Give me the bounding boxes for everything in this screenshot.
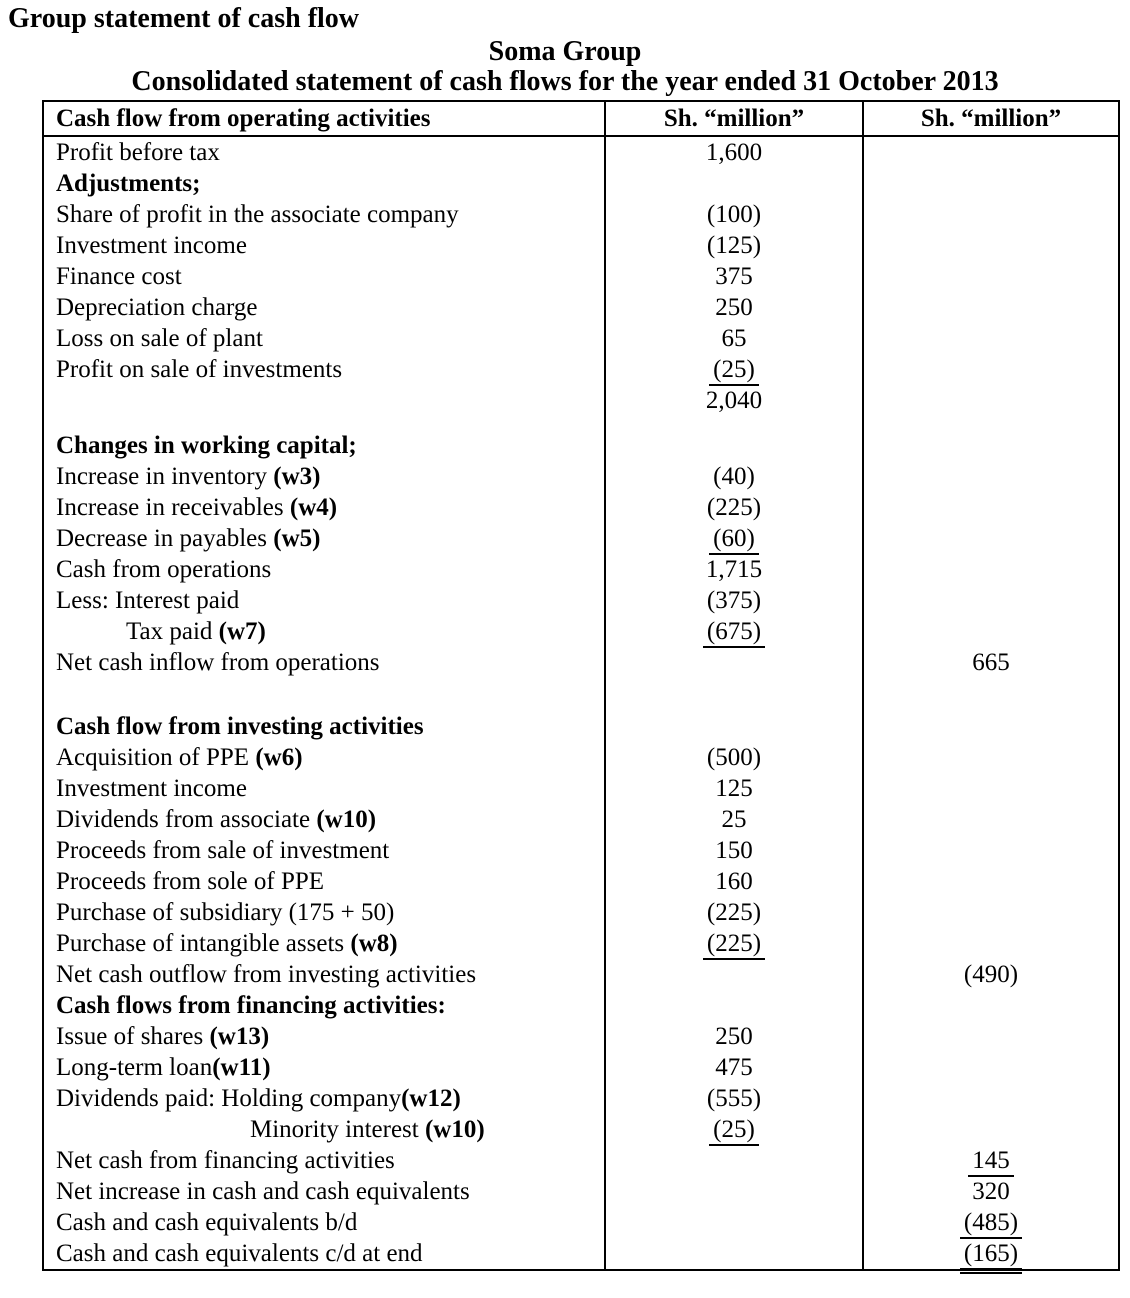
amount-col3 — [863, 1052, 1119, 1083]
amount-col2: 475 — [605, 1052, 863, 1083]
table-row — [43, 230, 1119, 261]
table-row — [43, 554, 1119, 585]
row-label — [43, 385, 605, 416]
row-label: Cash and cash equivalents b/d — [56, 1209, 358, 1236]
company-name: Soma Group — [488, 36, 642, 67]
table-row — [43, 866, 1119, 897]
header-row — [43, 101, 1119, 136]
amount-col3 — [863, 230, 1119, 261]
row-label: Tax paid (w7) — [126, 618, 266, 645]
row-label: Net cash from financing activities — [56, 1147, 395, 1174]
amount-col3: 665 — [863, 647, 1119, 678]
row-label: Cash flows from financing activities: — [56, 992, 446, 1019]
amount-col3 — [863, 897, 1119, 928]
amount-col2 — [605, 416, 863, 430]
table-row — [43, 385, 1119, 416]
amount-col2: 25 — [605, 804, 863, 835]
amount-col2: 1,715 — [605, 554, 863, 585]
table-row — [43, 1083, 1119, 1114]
table-row — [43, 773, 1119, 804]
amount-col2 — [605, 430, 863, 461]
amount-col3 — [863, 385, 1119, 416]
amount-col2: (125) — [605, 230, 863, 261]
table-row — [43, 292, 1119, 323]
section-row-financing — [43, 990, 1119, 1021]
amount-col2 — [605, 168, 863, 199]
row-label: Cash and cash equivalents c/d at end — [56, 1240, 423, 1267]
amount-col3 — [863, 866, 1119, 897]
row-label: Net cash inflow from operations — [56, 649, 380, 676]
amount-col3 — [863, 523, 1119, 554]
section-row-investing — [43, 711, 1119, 742]
amount-col3 — [863, 1083, 1119, 1114]
table-row — [43, 492, 1119, 523]
table-row — [43, 804, 1119, 835]
amount-col3: (165) — [863, 1238, 1119, 1270]
row-label: Investment income — [56, 775, 247, 802]
row-label: Acquisition of PPE (w6) — [56, 744, 303, 771]
table-row — [43, 616, 1119, 647]
amount-col3 — [863, 292, 1119, 323]
table-row — [43, 354, 1119, 385]
row-label: Cash flow from investing activities — [56, 713, 424, 740]
amount-col2: 375 — [605, 261, 863, 292]
row-label: Profit before tax — [56, 139, 220, 166]
amount-col2 — [605, 1176, 863, 1207]
row-label: Proceeds from sale of investment — [56, 837, 390, 864]
amount-col2: (225) — [605, 897, 863, 928]
amount-col2: 160 — [605, 866, 863, 897]
amount-col2: 250 — [605, 1021, 863, 1052]
row-label: Net increase in cash and cash equivalents — [56, 1178, 470, 1205]
table-row — [43, 647, 1119, 678]
amount-col2 — [605, 959, 863, 990]
table-row — [43, 742, 1119, 773]
amount-col2 — [605, 1207, 863, 1238]
table-row — [43, 897, 1119, 928]
row-label: Dividends paid: Holding company(w12) — [56, 1085, 461, 1112]
amount-col2: 250 — [605, 292, 863, 323]
amount-col3 — [863, 461, 1119, 492]
amount-col2: 2,040 — [605, 385, 863, 416]
amount-col3 — [863, 616, 1119, 647]
amount-col2 — [605, 711, 863, 742]
amount-col3 — [863, 773, 1119, 804]
row-label: Decrease in payables (w5) — [56, 525, 321, 552]
amount-col2: 125 — [605, 773, 863, 804]
table-row — [43, 1145, 1119, 1176]
amount-col3: (490) — [863, 959, 1119, 990]
amount-col2: (25) — [605, 1114, 863, 1145]
row-label: Share of profit in the associate company — [56, 201, 459, 228]
row-label: Depreciation charge — [56, 294, 258, 321]
row-label: Finance cost — [56, 263, 182, 290]
amount-col3: (485) — [863, 1207, 1119, 1238]
amount-col2 — [605, 678, 863, 711]
amount-col3 — [863, 585, 1119, 616]
row-label: Increase in receivables (w4) — [56, 494, 338, 521]
table-row — [43, 523, 1119, 554]
section-row-working-capital — [43, 430, 1119, 461]
table-row — [43, 323, 1119, 354]
page-heading: Group statement of cash flow — [8, 3, 360, 34]
cash-flow-table — [42, 100, 1120, 1271]
amount-col3 — [863, 199, 1119, 230]
row-label: Dividends from associate (w10) — [56, 806, 377, 833]
row-label: Less: Interest paid — [56, 587, 240, 614]
section-row-adjustments — [43, 168, 1119, 199]
row-label: Increase in inventory (w3) — [56, 463, 321, 490]
amount-col3 — [863, 1114, 1119, 1145]
spacer-row — [43, 678, 1119, 711]
amount-col3 — [863, 928, 1119, 959]
row-label: Loss on sale of plant — [56, 325, 263, 352]
statement-title: Consolidated statement of cash flows for the year ended 31 October 2013 — [131, 66, 999, 97]
row-label: Changes in working capital; — [56, 432, 357, 459]
amount-col3 — [863, 804, 1119, 835]
amount-col2: 1,600 — [605, 136, 863, 168]
amount-col2: (225) — [605, 492, 863, 523]
amount-col3: 320 — [863, 1176, 1119, 1207]
table-row — [43, 261, 1119, 292]
row-label: Adjustments; — [56, 170, 201, 197]
row-label: Net cash outflow from investing activities — [56, 961, 477, 988]
amount-col2: (60) — [605, 523, 863, 554]
amount-col3 — [863, 430, 1119, 461]
amount-col3 — [863, 742, 1119, 773]
amount-col2: (555) — [605, 1083, 863, 1114]
amount-col3 — [863, 492, 1119, 523]
amount-col3 — [863, 990, 1119, 1021]
amount-col2: (675) — [605, 616, 863, 647]
amount-col2: (25) — [605, 354, 863, 385]
amount-col3 — [863, 136, 1119, 168]
table-row — [43, 1052, 1119, 1083]
amount-col2: 150 — [605, 835, 863, 866]
row-label — [43, 416, 605, 430]
amount-col3 — [863, 835, 1119, 866]
table-row — [43, 1207, 1119, 1238]
amount-col2: (375) — [605, 585, 863, 616]
row-label: Issue of shares (w13) — [56, 1023, 270, 1050]
row-label: Long-term loan(w11) — [56, 1054, 271, 1081]
amount-col3: 145 — [863, 1145, 1119, 1176]
table-row — [43, 461, 1119, 492]
amount-col3 — [863, 168, 1119, 199]
row-label: Minority interest (w10) — [250, 1116, 485, 1143]
row-label: Investment income — [56, 232, 247, 259]
table-row — [43, 136, 1119, 168]
table-row — [43, 1021, 1119, 1052]
amount-col2: (500) — [605, 742, 863, 773]
amount-col3 — [863, 416, 1119, 430]
table-row — [43, 959, 1119, 990]
col-header-amount-1: Sh. “million” — [605, 101, 863, 136]
amount-col2: (40) — [605, 461, 863, 492]
table-row — [43, 585, 1119, 616]
row-label: Profit on sale of investments — [56, 356, 343, 383]
row-label: Proceeds from sole of PPE — [56, 868, 325, 895]
table-row — [43, 1176, 1119, 1207]
col-header-activities: Cash flow from operating activities — [43, 101, 605, 136]
amount-col3 — [863, 1021, 1119, 1052]
amount-col3 — [863, 711, 1119, 742]
amount-col3 — [863, 678, 1119, 711]
table-row — [43, 835, 1119, 866]
amount-col2: (100) — [605, 199, 863, 230]
amount-col3 — [863, 354, 1119, 385]
table-row — [43, 928, 1119, 959]
row-label: Purchase of subsidiary (175 + 50) — [56, 899, 395, 926]
spacer-row — [43, 416, 1119, 430]
amount-col2 — [605, 990, 863, 1021]
table-row — [43, 1114, 1119, 1145]
amount-col2 — [605, 1238, 863, 1270]
table-row — [43, 1238, 1119, 1270]
col-header-amount-2: Sh. “million” — [863, 101, 1119, 136]
row-label — [43, 678, 605, 711]
amount-col2: (225) — [605, 928, 863, 959]
amount-col2 — [605, 647, 863, 678]
table-row — [43, 199, 1119, 230]
row-label: Purchase of intangible assets (w8) — [56, 930, 398, 957]
amount-col3 — [863, 323, 1119, 354]
amount-col2: 65 — [605, 323, 863, 354]
amount-col2 — [605, 1145, 863, 1176]
amount-col3 — [863, 554, 1119, 585]
amount-col3 — [863, 261, 1119, 292]
row-label: Cash from operations — [56, 556, 272, 583]
